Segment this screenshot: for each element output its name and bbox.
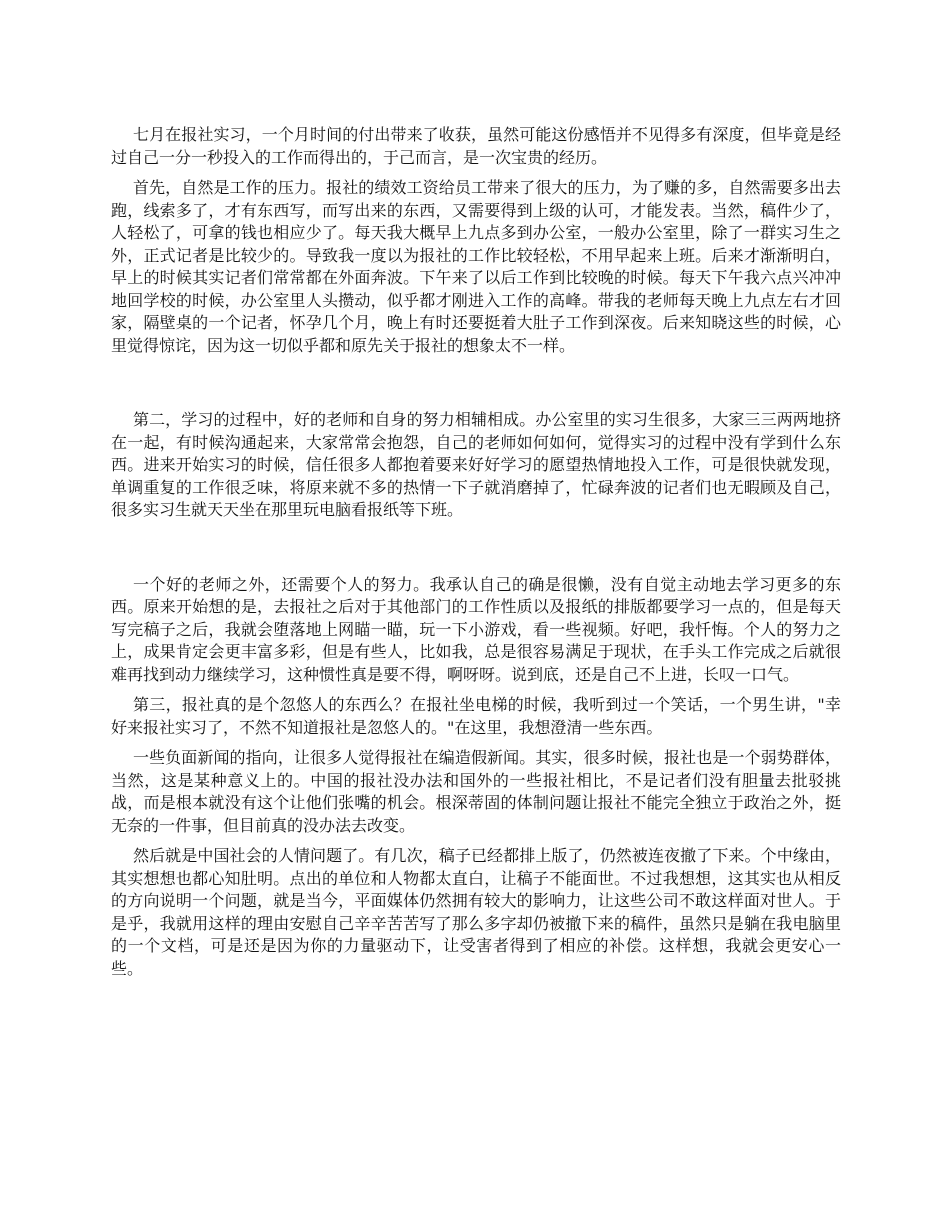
paragraph-third-point: 第三，报社真的是个忽悠人的东西么？在报社坐电梯的时候，我听到过一个笑话，一个男生讲，"幸好来报社实习了，不然不知道报社是忽悠人的。"在这里，我想澄清一些东西。 [111, 695, 841, 737]
paragraph-negative-news: 一些负面新闻的指向，让很多人觉得报社在编造假新闻。其实，很多时候，报社也是一个弱势群体，当然，这是某种意义上的。中国的报社没办法和国外的一些报社相比，不是记者们没有胆量去批驳挑战，而是根本就没有这个让他们张嘴的机会。根深蒂固的体制问题让报社不能完全独立于政治之外，挺无奈的一件事，但目前真的没办法去改变。 [111, 748, 841, 835]
paragraph-teacher-and-effort: 第二，学习的过程中，好的老师和自身的努力相辅相成。办公室里的实习生很多，大家三三两两地挤在一起，有时候沟通起来，大家常常会抱怨，自己的老师如何如何，觉得实习的过程中没有学到什么东西。进来开始实习的时候，信任很多人都抱着要来好好学习的愿望热情地投入工作，可是很快就发现，单调重复的工作很乏味，将原来就不多的热情一下子就消磨掉了，忙碌奔波的记者们也无暇顾及自己，很多实习生就天天坐在那里玩电脑看报纸等下班。 [111, 410, 841, 519]
paragraph-intro: 七月在报社实习，一个月时间的付出带来了收获，虽然可能这份感悟并不见得多有深度，但毕竟是经过自己一分一秒投入的工作而得出的，于己而言，是一次宝贵的经历。 [111, 125, 841, 167]
document-body [111, 124, 841, 980]
paragraph-social-relations: 然后就是中国社会的人情问题了。有几次，稿子已经都排上版了，仍然被连夜撤了下来。个中缘由，其实想想也都心知肚明。点出的单位和人物都太直白，让稿子不能面世。不过我想想，这其实也从相反的方向说明一个问题，就是当今，平面媒体仍然拥有较大的影响力，让这些公司不敢这样面对世人。于是乎，我就用这样的理由安慰自己辛辛苦苦写了那么多字却仍被撤下来的稿件，虽然只是躺在我电脑里的一个文档，可是还是因为你的力量驱动下，让受害者得到了相应的补偿。这样想，我就会更安心一些。 [111, 846, 841, 978]
paragraph-work-pressure: 首先，自然是工作的压力。报社的绩效工资给员工带来了很大的压力，为了赚的多，自然需要多出去跑，线索多了，才有东西写，而写出来的东西，又需要得到上级的认可，才能发表。当然，稿件少了，人轻松了，可拿的钱也相应少了。每天我大概早上九点多到办公室，一般办公室里，除了一群实习生之外，正式记者是比较少的。导致我一度以为报社的工作比较轻松，不用早起来上班。后来才渐渐明白，早上的时候其实记者们常常都在外面奔波。下午来了以后工作到比较晚的时候。每天下午我六点兴冲冲地回学校的时候，办公室里人头攒动，似乎都才刚进入工作的高峰。带我的老师每天晚上九点左右才回家，隔壁桌的一个记者，怀孕几个月，晚上有时还要挺着大肚子工作到深夜。后来知晓这些的时候，心里觉得惊诧，因为这一切似乎都和原先关于报社的想象太不一样。 [111, 178, 841, 355]
paragraph-personal-effort: 一个好的老师之外，还需要个人的努力。我承认自己的确是很懒，没有自觉主动地去学习更多的东西。原来开始想的是，去报社之后对于其他部门的工作性质以及报纸的排版都要学习一点的，但是每天写完稿子之后，我就会堕落地上网瞄一瞄，玩一下小游戏，看一些视频。好吧，我忏悔。个人的努力之上，成果肯定会更丰富多彩，但是有些人，比如我，总是很容易满足于现状，在手头工作完成之后就很难再找到动力继续学习，这种惯性真是要不得，啊呀呀。说到底，还是自己不上进，长叹一口气。 [111, 574, 841, 684]
